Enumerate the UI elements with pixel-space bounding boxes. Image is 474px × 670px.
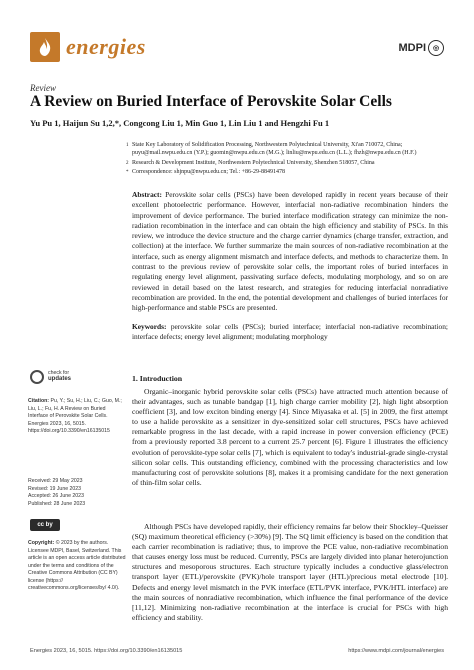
received-date: Received: 29 May 2023: [28, 478, 83, 484]
affiliation-text: State Key Laboratory of Solidification Processing, Northwestern Polytechnical University, Xi'an 710072, China; puyu@mail.nwpu.edu.cn (Y.P.); guomin@nwpu.edu.cn (M.G.); linliu@nwpu.edu.cn (L.L.); fhzh@nwpu.edu.cn (H.F.): [132, 142, 417, 156]
journal-header: [30, 28, 444, 70]
affiliation-1: [126, 142, 450, 157]
publication-dates: [28, 478, 126, 508]
section-heading-introduction: 1. Introduction: [132, 374, 183, 383]
abstract-label: Abstract:: [132, 190, 162, 199]
copyright-label: Copyright:: [28, 540, 55, 546]
abstract-text: Perovskite solar cells (PSCs) have been developed rapidly in recent years because of their excellent photoelectric performance. However, interfacial non-radiative recombination hinders the improvement of device performance. The buried interface modification strategy can minimize the non-radiation recombination in the interface and can obtain the high efficiency and stability of PSCs. In this review, we introduce the device structure and the charge carrier dynamics (charge transfer, extraction, and collection) at the interface. We further summarize the main sources of non-radiative recombination at the interface, such as energy alignment mismatch and interface defects, and methods to characterize them. In contrast to the previous review of perovskite solar cells, the important roles of buried interfaces in regulating energy level alignment, passivating surface defects, modulating morphology, and so on are reviewed in detail based on the latest research, and strategies for reducing interfacial nonradiative recombination are provided. In the end, the potential development and challenges of buried interfaces for high-performance and stable PSCs are presented.: [132, 190, 448, 313]
mdpi-mark-icon: ◎: [428, 40, 444, 56]
affiliation-2: [126, 160, 450, 168]
citation-block: [28, 398, 126, 436]
publisher-logo: [399, 40, 445, 56]
check-updates-icon: [30, 370, 44, 384]
copyright-block: [28, 540, 126, 593]
keywords-text: perovskite solar cells (PSCs); buried interface; interfacial non-radiative recombination; interface defects; energy level alignment; modulating morphology: [132, 322, 448, 342]
cc-by-license-icon[interactable]: cc by: [30, 519, 60, 531]
revised-date: Revised: 19 June 2023: [28, 485, 82, 492]
affiliation-number: 2: [126, 161, 129, 166]
intro-paragraph-1: Organic–inorganic hybrid perovskite solar cells (PSCs) have attracted much attention because of their advantages, such as tunable bandgap [1], high charge carrier mobility [2], high light absorption coefficient [3], and low exciton binding energy [4]. Since Miyasaka et al. [5] in 2009, the first attempt to use a halide perovskite as a sensitizer in dye-sensitized solar cell structures, PSCs have achieved remarkable progress in the last decade, with a rapid increase in power conversion efficiency (PCE) from a previously reported 3.8 percent to a current 25.7 percent [6]. Figure 1 illustrates the efficiency evolution of perovskite-type solar cells [7], which is equivalent to today's industrial-grade single-crystal silicon solar cells. This outstanding efficiency, combined with the processing characteristics and low manufacturing cost of perovskite solutions [8], makes it a promising candidate for the next generation of thin-film solar cells.: [132, 387, 448, 487]
publisher-name: MDPI: [398, 42, 426, 54]
keywords-label: Keywords:: [132, 322, 167, 331]
journal-name: energies: [66, 34, 146, 59]
published-date: Published: 28 June 2023: [28, 500, 86, 507]
correspondence: [126, 169, 450, 177]
check-line1: check for: [48, 370, 70, 376]
affiliation-number: *: [126, 170, 129, 175]
intro-paragraph-2: Although PSCs have developed rapidly, their efficiency remains far below their Shockley–Queisser (SQ) maximum theoretical efficiency (>30%) [9]. The SQ limit efficiency is based on the condition that each carrier recombination is radiative; thus, to improve the PCE value, non-radiative recombination that causes energy loss must be reduced. Currently, PSCs are largely divided into planar heterojunction structures and mesoporous structures. Each structure typically includes a conductive glass/electron transport layer (ETL)/perovskite (PVK)/hole transport layer (HTL)/precious metal electrode [10]. Defects and energy level mismatch in the PVK interface (ETL/PVK interface, PVK/HTL interface) are the main sources of nonradiative recombination, which influence the final performance of the device [11,12]. Minimizing non-radiative recombination at the interface is crucial for PSCs with high efficiency and stability.: [132, 522, 448, 622]
affiliation-number: 1: [126, 143, 129, 148]
keywords: [132, 322, 448, 343]
affiliation-text: Research & Development Institute, Northwestern Polytechnical University, Shenzhen 518057, China: [132, 160, 375, 166]
citation-label: Citation:: [28, 398, 50, 404]
footer-citation[interactable]: Energies 2023, 16, 5015. https://doi.org/10.3390/en16135015: [30, 648, 183, 654]
check-line2: updates: [48, 376, 72, 383]
abstract: [132, 190, 448, 314]
footer-journal-url[interactable]: https://www.mdpi.com/journal/energies: [348, 648, 444, 654]
copyright-text: © 2023 by the authors. Licensee MDPI, Basel, Switzerland. This article is an open access article distributed under the terms and conditions of the Creative Commons Attribution (CC BY) license (https:// creativecommons.org/licenses/by/ 4.0/).: [28, 540, 126, 591]
accepted-date: Accepted: 26 June 2023: [28, 493, 84, 499]
check-for-updates-button[interactable]: [30, 368, 90, 388]
author-list: Yu Pu 1, Haijun Su 1,2,*, Congcong Liu 1, Min Guo 1, Lin Liu 1 and Hengzhi Fu 1: [30, 118, 330, 128]
citation-text: Pu, Y.; Su, H.; Liu, C.; Guo, M.; Liu, L.; Fu, H. A Review on Buried Interface of Perovskite Solar Cells. Energies 2023, 16, 5015. https://doi.org/10.3390/en16135015: [28, 398, 122, 434]
article-title: A Review on Buried Interface of Perovskite Solar Cells: [30, 93, 392, 110]
page-footer: [30, 648, 444, 654]
flame-icon: [30, 32, 60, 62]
correspondence-text: Correspondence: shjnpu@nwpu.edu.cn; Tel.: +86-29-88491478: [132, 169, 286, 175]
article-type: Review: [30, 83, 56, 93]
